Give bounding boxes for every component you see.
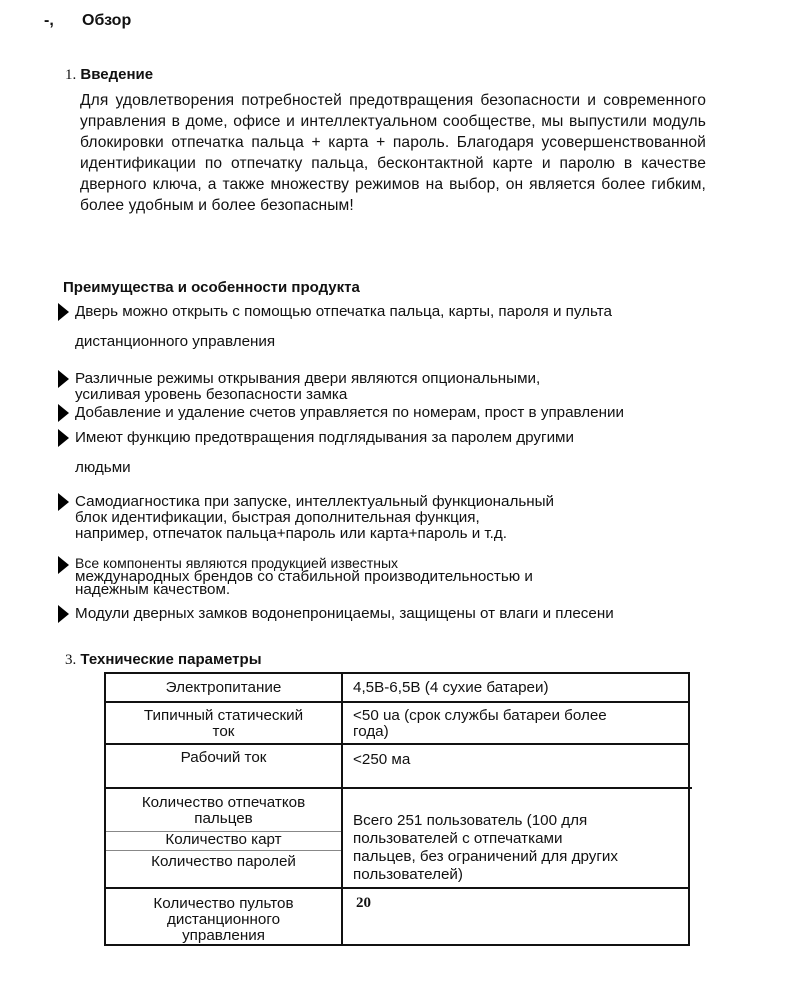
specs-table xyxy=(104,672,690,946)
intro-number: 1. xyxy=(65,67,77,83)
power-value: 4,5В-6,5В (4 сухие батареи) xyxy=(353,679,549,696)
feature-line: Все компоненты являются продукцией известных xyxy=(75,555,399,571)
fingerprints-label-line: пальцев xyxy=(194,810,253,827)
feature-line: Самодиагностика при запуске, интеллектуальный функциональный xyxy=(75,493,555,510)
feature-line: Дверь можно открыть с помощью отпечатка пальца, карты, пароля и пульта xyxy=(75,303,612,320)
specs-heading-text: Технические параметры xyxy=(80,651,262,668)
intro-paragraph: Для удовлетворения потребностей предотвращения безопасности и современного управления в доме, офисе и интеллектуальном сообществе, мы выпустили модуль блокировки отпечатка пальца + карта + пароль. Благодаря усовершенствованной идентификации по отпечатку пальца, бесконтактной карте и паролю в качестве дверного ключа, а также множеству режимов на выбор, он является более гибким, более удобным и более безопасным! xyxy=(80,92,706,214)
table-divider xyxy=(106,701,688,703)
feature-line: международных брендов со стабильной производительностью и xyxy=(75,568,533,585)
users-value-line: пользователей с отпечатками xyxy=(353,830,563,847)
triangle-bullet-icon xyxy=(58,493,69,511)
specs-number: 3. xyxy=(65,652,77,668)
table-divider xyxy=(106,743,688,745)
users-value-line: пользователей) xyxy=(353,866,463,883)
features-heading: Преимущества и особенности продукта xyxy=(63,279,360,296)
cards-label: Количество карт xyxy=(165,831,282,848)
remotes-label-line: управления xyxy=(182,927,265,944)
static-current-label xyxy=(106,708,341,740)
passwords-label: Количество паролей xyxy=(151,853,296,870)
triangle-bullet-icon xyxy=(58,556,69,574)
page-title: Обзор xyxy=(82,12,132,29)
feature-line: Различные режимы открывания двери являются опциональными, xyxy=(75,370,541,387)
feature-line: Имеют функцию предотвращения подглядывания за паролем другими xyxy=(75,429,574,446)
feature-line: например, отпечаток пальца+пароль или карта+пароль и т.д. xyxy=(75,525,507,542)
table-divider xyxy=(106,850,341,851)
remotes-value: 20 xyxy=(356,895,371,911)
table-divider xyxy=(106,887,688,889)
triangle-bullet-icon xyxy=(58,605,69,623)
static-current-value-line: года) xyxy=(353,723,389,740)
fingerprints-label xyxy=(106,795,341,827)
triangle-bullet-icon xyxy=(58,429,69,447)
fingerprints-label-line: Количество отпечатков xyxy=(141,794,306,811)
users-value-line: Всего 251 пользователь (100 для xyxy=(353,812,588,829)
triangle-bullet-icon xyxy=(58,303,69,321)
remotes-label-line: Количество пультов xyxy=(153,895,294,912)
feature-line: людьми xyxy=(75,459,131,476)
table-divider xyxy=(106,787,343,789)
static-current-value xyxy=(353,708,683,740)
specs-heading xyxy=(65,651,262,669)
feature-line: усиливая уровень безопасности замка xyxy=(75,386,348,403)
static-current-label-line: ток xyxy=(212,723,235,740)
intro-heading-text: Введение xyxy=(80,66,154,83)
feature-line: блок идентификации, быстрая дополнительная функция, xyxy=(75,509,480,526)
triangle-bullet-icon xyxy=(58,370,69,388)
feature-line: Добавление и удаление счетов управляется по номерам, прост в управлении xyxy=(75,404,624,421)
static-current-label-line: Типичный статический xyxy=(143,707,304,724)
static-current-value-line: <50 ua (срок службы батареи более xyxy=(353,707,607,724)
intro-heading xyxy=(65,66,153,84)
remotes-label-line: дистанционного xyxy=(166,911,281,928)
triangle-bullet-icon xyxy=(58,404,69,422)
feature-line: дистанционного управления xyxy=(75,333,276,350)
power-label: Электропитание xyxy=(165,679,282,696)
feature-line: Модули дверных замков водонепроницаемы, защищены от влаги и плесени xyxy=(75,605,614,622)
table-divider xyxy=(341,787,692,789)
feature-line: надежным качеством. xyxy=(75,581,231,598)
working-current-value: <250 ма xyxy=(353,751,411,768)
remotes-label xyxy=(106,896,341,944)
users-value-line: пальцев, без ограничений для других xyxy=(353,848,618,865)
header-dash: -, xyxy=(44,12,54,29)
working-current-label: Рабочий ток xyxy=(180,749,267,766)
table-divider xyxy=(341,674,343,944)
users-value xyxy=(353,812,683,884)
